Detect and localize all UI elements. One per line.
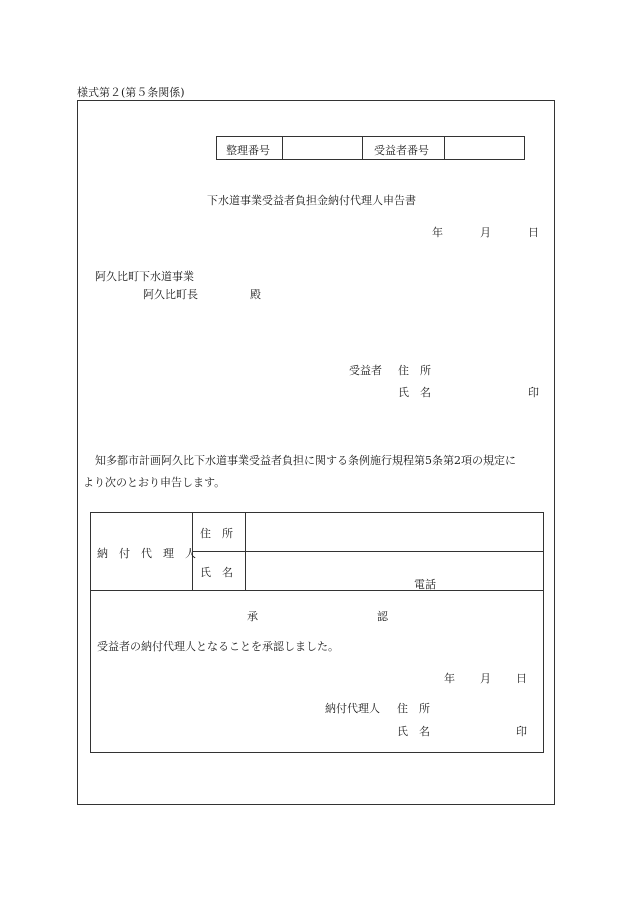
- approval-title-right: 認: [377, 610, 388, 623]
- jueki-number-label: 受益者番号: [374, 144, 429, 157]
- approval-title-left: 承: [247, 610, 258, 623]
- divider: [362, 136, 363, 160]
- approval-text: 受益者の納付代理人となることを承認しました。: [97, 640, 339, 653]
- addressee-honorific: 殿: [250, 288, 261, 301]
- date-month: 月: [480, 226, 491, 239]
- approval-name-label: 氏 名: [397, 725, 430, 738]
- approval-role: 納付代理人: [325, 702, 380, 715]
- approval-seal-mark: 印: [516, 725, 527, 738]
- divider: [444, 136, 445, 160]
- document-title: 下水道事業受益者負担金納付代理人申告書: [207, 194, 416, 207]
- divider: [192, 551, 544, 552]
- agent-header: 納 付 代 理 人: [97, 547, 196, 560]
- agent-phone-label: 電話: [414, 578, 436, 591]
- approval-date-year: 年: [444, 672, 455, 685]
- approval-date-day: 日: [516, 672, 527, 685]
- body-line-2: より次のとおり申告します。: [83, 476, 226, 489]
- applicant-seal-mark: 印: [528, 386, 539, 399]
- applicant-name-label: 氏 名: [398, 386, 431, 399]
- date-year: 年: [432, 226, 443, 239]
- agent-address-label: 住 所: [200, 527, 233, 540]
- form-number-label: 様式第２(第５条関係): [77, 86, 185, 99]
- addressee-person: 阿久比町長: [143, 288, 198, 301]
- applicant-address-label: 住 所: [398, 364, 431, 377]
- divider: [90, 590, 544, 591]
- addressee-org: 阿久比町下水道事業: [95, 270, 194, 283]
- approval-date-month: 月: [480, 672, 491, 685]
- applicant-role: 受益者: [349, 364, 382, 377]
- divider: [282, 136, 283, 160]
- body-line-1: 知多都市計画阿久比下水道事業受益者負担に関する条例施行規程第5条第2項の規定に: [95, 454, 516, 467]
- date-day: 日: [528, 226, 539, 239]
- agent-name-label: 氏 名: [200, 566, 233, 579]
- approval-address-label: 住 所: [397, 702, 430, 715]
- seiri-number-label: 整理番号: [226, 144, 270, 157]
